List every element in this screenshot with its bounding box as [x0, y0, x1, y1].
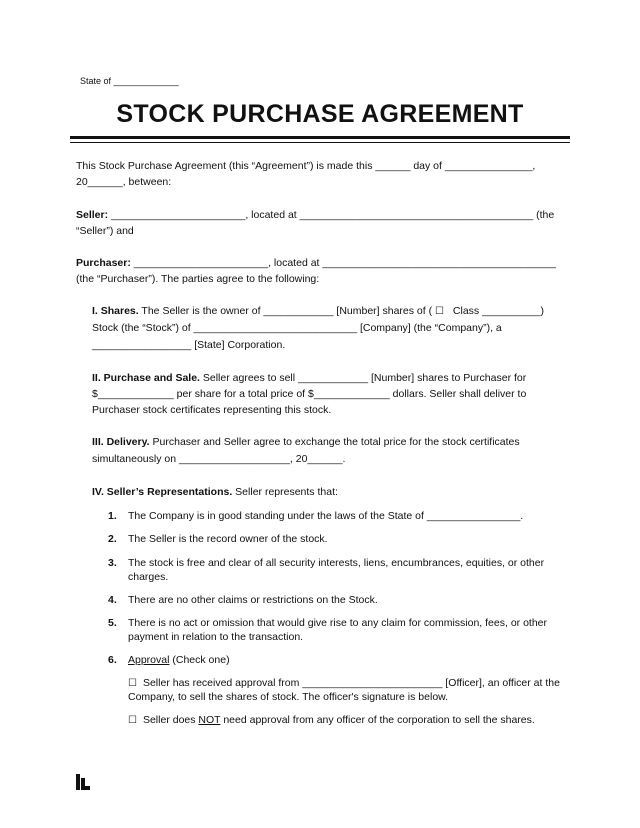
- approval-option-2-checkbox[interactable]: ☐: [128, 715, 137, 726]
- delivery-line-2: simultaneously on ___________________, 20______.: [92, 453, 346, 465]
- approval-label: Approval: [128, 654, 170, 666]
- item-4-text: There are no other claims or restrictions on the Stock.: [128, 594, 378, 606]
- class-checkbox[interactable]: ☐: [435, 306, 444, 317]
- representations-intro: Seller represents that:: [232, 486, 338, 498]
- item-3-text-2: charges.: [128, 571, 169, 583]
- item-6-text: [128, 652, 558, 668]
- seller-line-1: [76, 207, 562, 223]
- item-5-number: 5.: [108, 617, 117, 629]
- shares-line-2: Stock (the “Stock”) of ____________________________ [Company] (the “Company”), a: [92, 322, 502, 334]
- purchase-line-2: $_____________ per share for a total price of $_____________ dollars. Seller shall deliver to: [92, 388, 527, 400]
- purchase-line-3: Purchaser stock certificates representing this stock.: [92, 404, 332, 416]
- seller-line-2: “Seller”) and: [76, 225, 134, 237]
- item-3-text: The stock is free and clear of all security interests, liens, encumbrances, equities, or other: [128, 557, 545, 569]
- approval-option-1-checkbox[interactable]: ☐: [128, 678, 137, 689]
- item-2-number: 2.: [108, 533, 117, 545]
- item-6-number: 6.: [108, 654, 117, 666]
- intro-line-2: 20______, between:: [76, 176, 172, 188]
- shares-heading: I. Shares.: [92, 305, 139, 317]
- shares-line-3: _________________ [State] Corporation.: [92, 339, 286, 351]
- approval-option-1-text: Seller has received approval from ________________________ [Officer], an officer at the: [142, 677, 560, 689]
- item-1-text: The Company is in good standing under the laws of the State of ________________.: [128, 510, 524, 522]
- purchaser-line-1: [76, 255, 562, 271]
- purchaser-line-2: (the “Purchaser”). The parties agree to the following:: [76, 273, 320, 285]
- representations-line: [92, 484, 554, 500]
- item-2-text: The Seller is the record owner of the stock.: [128, 533, 328, 545]
- approval-option-2-post: need approval from any officer of the corporation to sell the shares.: [220, 714, 535, 726]
- delivery-line-1-text: Purchaser and Seller agree to exchange the total price for the stock certificates: [149, 436, 520, 448]
- purchase-heading: II. Purchase and Sale.: [92, 372, 200, 384]
- item-1-number: 1.: [108, 510, 117, 522]
- title-rule-thick: [70, 136, 570, 139]
- approval-option-2: [128, 712, 535, 729]
- purchase-line-1: [92, 370, 554, 386]
- brand-logo-icon: [76, 774, 90, 790]
- title-rule-thin: [70, 142, 570, 143]
- approval-option-2-pre: Seller does: [142, 714, 199, 726]
- item-5-text: There is no act or omission that would give rise to any claim for commission, fees, or other: [128, 617, 548, 629]
- seller-line-1-text: _______________________, located at ________________________________________ (the: [108, 209, 555, 221]
- intro-line-1: This Stock Purchase Agreement (this “Agreement”) is made this ______ day of _______________,: [76, 160, 536, 172]
- approval-option-2-not: NOT: [198, 714, 221, 726]
- shares-line-1b: Class __________): [450, 305, 544, 317]
- state-line: State of _____________: [80, 76, 179, 86]
- shares-line-1: [92, 303, 554, 320]
- seller-label: Seller:: [76, 209, 109, 221]
- shares-line-1a: The Seller is the owner of ____________ [Number] shares of (: [138, 305, 433, 317]
- item-3-number: 3.: [108, 557, 117, 569]
- purchaser-label: Purchaser:: [76, 257, 131, 269]
- purchaser-line-1-text: _______________________, located at ________________________________________: [130, 257, 556, 269]
- representations-heading: IV. Seller’s Representations.: [92, 486, 233, 498]
- item-4-number: 4.: [108, 594, 117, 606]
- delivery-heading: III. Delivery.: [92, 436, 150, 448]
- delivery-line-1: [92, 434, 554, 450]
- approval-option-1-line-2: Company, to sell the shares of stock. The officer's signature is below.: [128, 691, 449, 703]
- purchase-line-1-text: Seller agrees to sell ____________ [Number] shares to Purchaser for: [199, 372, 527, 384]
- approval-note: (Check one): [169, 654, 230, 666]
- item-5-text-2: payment in relation to the transaction.: [128, 631, 304, 643]
- document-title: STOCK PURCHASE AGREEMENT: [116, 100, 524, 128]
